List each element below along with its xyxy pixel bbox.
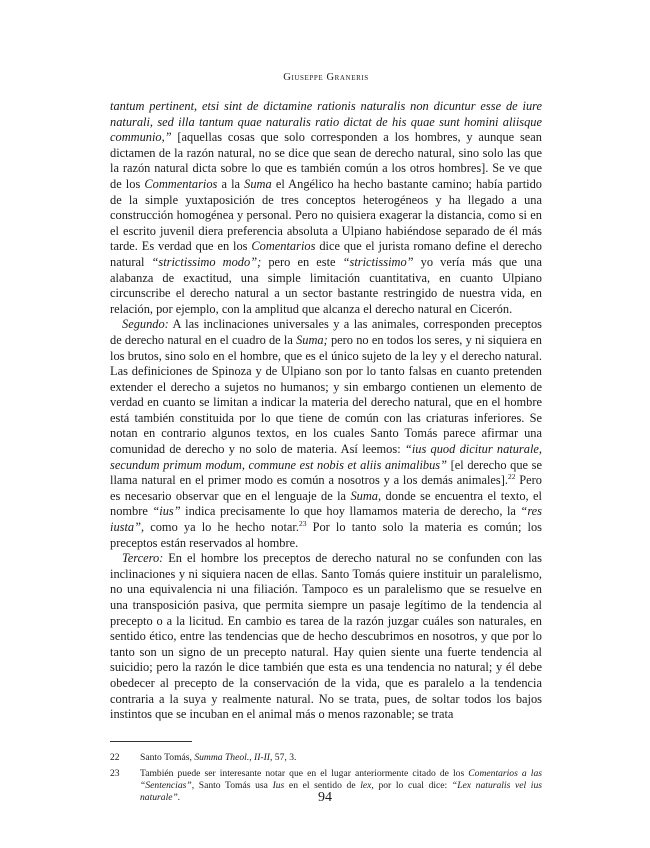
paragraph (110, 99, 542, 317)
italic-span: “res iusta” (110, 504, 542, 535)
page-number: 94 (318, 790, 332, 805)
text-span: a la (217, 176, 245, 191)
footnote-text (140, 752, 542, 764)
text-span: 57, 3. (272, 751, 297, 763)
text-span: Por lo tanto solo la materia es común; los preceptos están reservados al hombre. (110, 520, 542, 550)
footnote (110, 752, 542, 764)
italic-span: Comentarios a las “Sentencias”, (140, 767, 542, 791)
page-content (110, 72, 542, 808)
text-span: [el derecho que se llama natural en el primer modo es común a nosotros y a los demás animales]. (110, 457, 542, 488)
text-span: Santo Tomás, (140, 751, 195, 763)
body-text (110, 99, 542, 723)
text-span: También puede ser interesante notar que en el lugar anteriormente citado de los (140, 767, 469, 779)
footnote-rule (110, 741, 192, 742)
footnote-number: 23 (110, 767, 120, 779)
text-span: , como ya lo he hecho notar. (141, 520, 299, 535)
paragraph (110, 551, 542, 723)
text-span: donde se encuentra el texto, el nombre (110, 488, 542, 519)
text-span: Santo Tomás usa (194, 779, 273, 791)
footnote-ref: 22 (507, 472, 516, 482)
paragraph (110, 317, 542, 551)
text-span: dice que el jurista romano define el derecho natural (110, 239, 542, 269)
text-span: Pero es necesario observar que en el lenguaje de la (110, 473, 542, 503)
text-span: En el hombre los preceptos de derecho natural no se confunden con las inclinaciones y ni siquiera nacen de ellas. Santo Tomás quiere instituir un paralelismo, no una equivalencia ni una filiación. Tampoco es un paralelismo que se resuelve en una transposición pasiva, que permita siempre un pasaje legítimo de la tendencia al precepto o a la licitud. En cambio es tarea de la razón juzgar cuáles son naturales, en sentido ético, entre las tendencias que de hecho descubrimos en nosotros, y que por lo tanto son un signo de un precepto natural. Hay quien siente una fuerte tendencia al suicidio; pero la razón le dice también que esta es una tendencia no natural; y él debe obedecer al precepto de la conservación de la vida, que es paralelo a la tendencia contraria a la suya y realmente natural. No se trata, pues, de soltar todos los bajos instintos que se incuban en el animal más o menos razonable; se trata (110, 551, 542, 722)
italic-span: “strictissimo” (342, 254, 414, 269)
text-span: indica precisamente lo que hoy llamamos materia de derecho, la (180, 504, 521, 519)
italic-span: “ius” (152, 504, 181, 519)
text-span: pero en este (261, 254, 343, 269)
italic-span: Comentarios (251, 239, 316, 254)
text-span: A las inclinaciones universales y a las animales, corresponden preceptos de derecho natural en el cuadro de la (110, 317, 542, 347)
running-header: Giuseppe Graneris (283, 72, 369, 83)
italic-span: Commentarios (144, 176, 218, 191)
italic-span: “ius quod dicitur naturale, secundum primum modum, commune est nobis et aliis animalibus” (110, 442, 542, 472)
footnote-ref: 23 (298, 518, 307, 528)
italic-span: “strictissimo modo”; (151, 254, 262, 269)
italic-span: Summa Theol., II-II, (194, 751, 273, 763)
footnote-number: 22 (110, 751, 120, 763)
italic-span: Suma; (296, 332, 328, 347)
italic-span: Segundo: (122, 317, 169, 332)
text-span: pero no en todos los seres, y ni siquiera en los brutos, sino solo en el hombre, que es el único sujeto de la ley y el derecho natural. Las definiciones de Spinoza y de Ulpiano son por lo tanto falsas en cuanto pretenden extender el derecho a sujetos no humanos; y sin embargo contienen un elemento de verdad en cuanto se limitan a indicar la materia del derecho natural, que en el hombre está también constituida por lo que tiene de común con las criaturas inferiores. Se notan en contrario algunos textos, en los cuales Santo Tomás parece afirmar una comunidad de derecho y no solo de materia. Así leemos: (110, 332, 542, 457)
italic-span: Suma, (350, 488, 382, 503)
text-span: por lo cual dice: (373, 779, 452, 791)
text-span: en el sentido de (284, 779, 361, 791)
italic-span: tantum pertinent, etsi sint de dictamine rationis naturalis non dicuntur esse de iure naturali, sed illa tantum quae naturalis ratio dictat de his quae sunt homini aliisque communio,” (110, 99, 542, 145)
text-span: el Angélico ha hecho bastante camino; había partido de la simple yuxtaposición de tres conceptos heterogéneos y ha llegado a una construcción homogénea y personal. Pero no quisiera exagerar la distancia, como si en el escrito juvenil diera preferencia absoluta a Ulpiano habiéndose separado de él más tarde. Es verdad que en los (110, 176, 542, 254)
italic-span: “Lex naturalis vel ius naturale”. (140, 779, 542, 803)
text-span: [aquellas cosas que solo corresponden a los hombres, y aunque sean dictamen de la razón natural, no se dice que sean de derecho natural, sino solo las que la razón natural dicta sobre lo que es también común a los otros hombres]. Se ve que de los (110, 130, 542, 191)
text-span: yo vería más que una alabanza de exactitud, una simple limitación cuantitativa, en cuanto Ulpiano circunscribe el derecho natural a un sector bastante restringido de nuestra vida, en relación, por ejemplo, con la amplitud que alcanza el derecho natural en Cicerón. (110, 254, 542, 316)
italic-span: Suma (244, 176, 272, 191)
italic-span: lex, (360, 779, 374, 791)
italic-span: Ius (272, 779, 285, 791)
italic-span: Tercero: (122, 551, 164, 566)
